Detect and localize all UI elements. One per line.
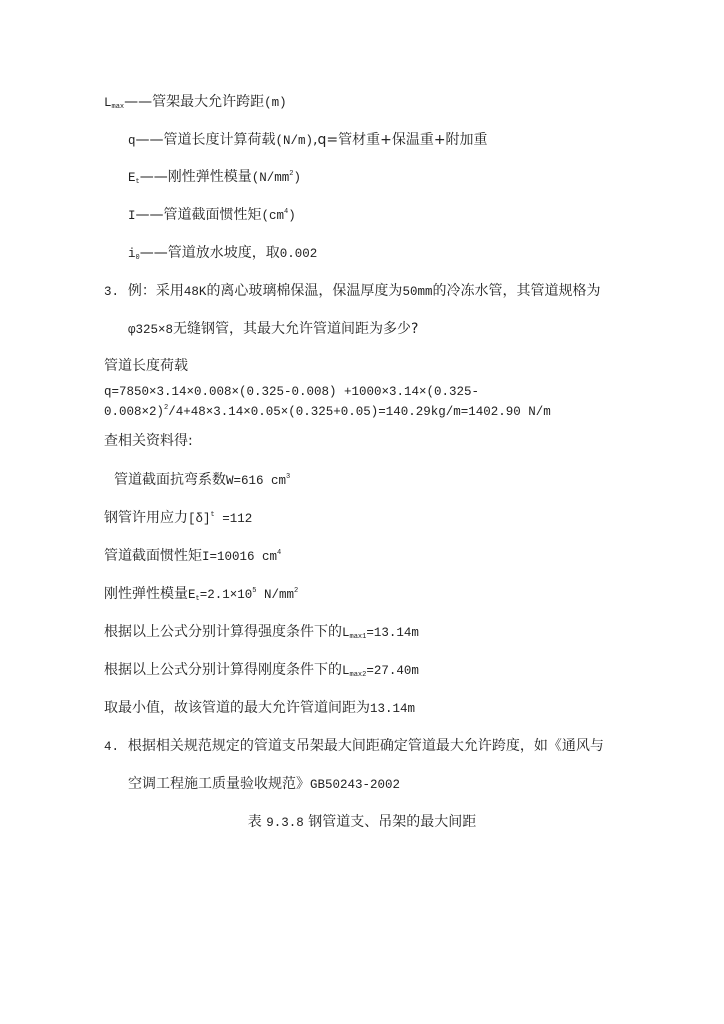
moment-of-inertia: 管道截面惯性矩I=10016 $cm^4$ <box>104 548 282 564</box>
item4-line2: 空调工程施工质量验收规范》GB50243-2002 <box>128 776 401 792</box>
definition-i: I——管道截面惯性矩$(cm^4)$ <box>128 207 296 223</box>
definition-i0: i0——管道放水坡度，取0.002 <box>128 245 318 262</box>
allowable-stress: 钢管许用应力$[\delta]^t =112$ <box>104 510 253 526</box>
load-formula-line2: 0.008×2)$^2$/4+48×3.14×0.05×(0.325+0.05)=140.29kg/m=1402.90 N/m <box>104 404 551 419</box>
strength-result: 根据以上公式分别计算得强度条件下的Lmax1=13.14m <box>104 624 419 641</box>
lookup-text: 查相关资料得: <box>104 433 193 449</box>
elastic-modulus: 刚性弹性模量$Et=2.1\times 10^5$ $N/mm^2$ <box>104 586 299 603</box>
section-modulus: 管道截面抗弯系数W=616 $cm^3$ <box>114 472 291 488</box>
conclusion: 取最小值，故该管道的最大允许管道间距为13.14m <box>104 700 416 716</box>
definition-lmax: Lmax——管架最大允许跨距(m) <box>104 94 287 111</box>
table-caption: 表 9.3.8 钢管道支、吊架的最大间距 <box>247 814 477 830</box>
item4-line1: 4. 根据相关规范规定的管道支吊架最大间距确定管道最大允许跨度，如《通风与 <box>104 738 604 754</box>
rigidity-result: 根据以上公式分别计算得刚度条件下的Lmax2=27.40m <box>104 662 419 679</box>
definition-q: q——管道长度计算荷载(N/m),q=管材重+保温重+附加重 <box>128 132 488 148</box>
example-question-line1: 3. 例：采用48K的离心玻璃棉保温，保温厚度为50mm的冷冻水管，其管道规格为 <box>104 283 601 299</box>
definition-et: Et——刚性弹性模量$(N/mm^2)$ <box>128 169 301 186</box>
example-question-line2: φ325×8无缝钢管，其最大允许管道间距为多少? <box>128 321 419 337</box>
load-formula-line1: q=7850×3.14×0.008×(0.325-0.008) +1000×3.14×(0.325- <box>104 385 480 399</box>
load-title: 管道长度荷载 <box>104 358 188 374</box>
